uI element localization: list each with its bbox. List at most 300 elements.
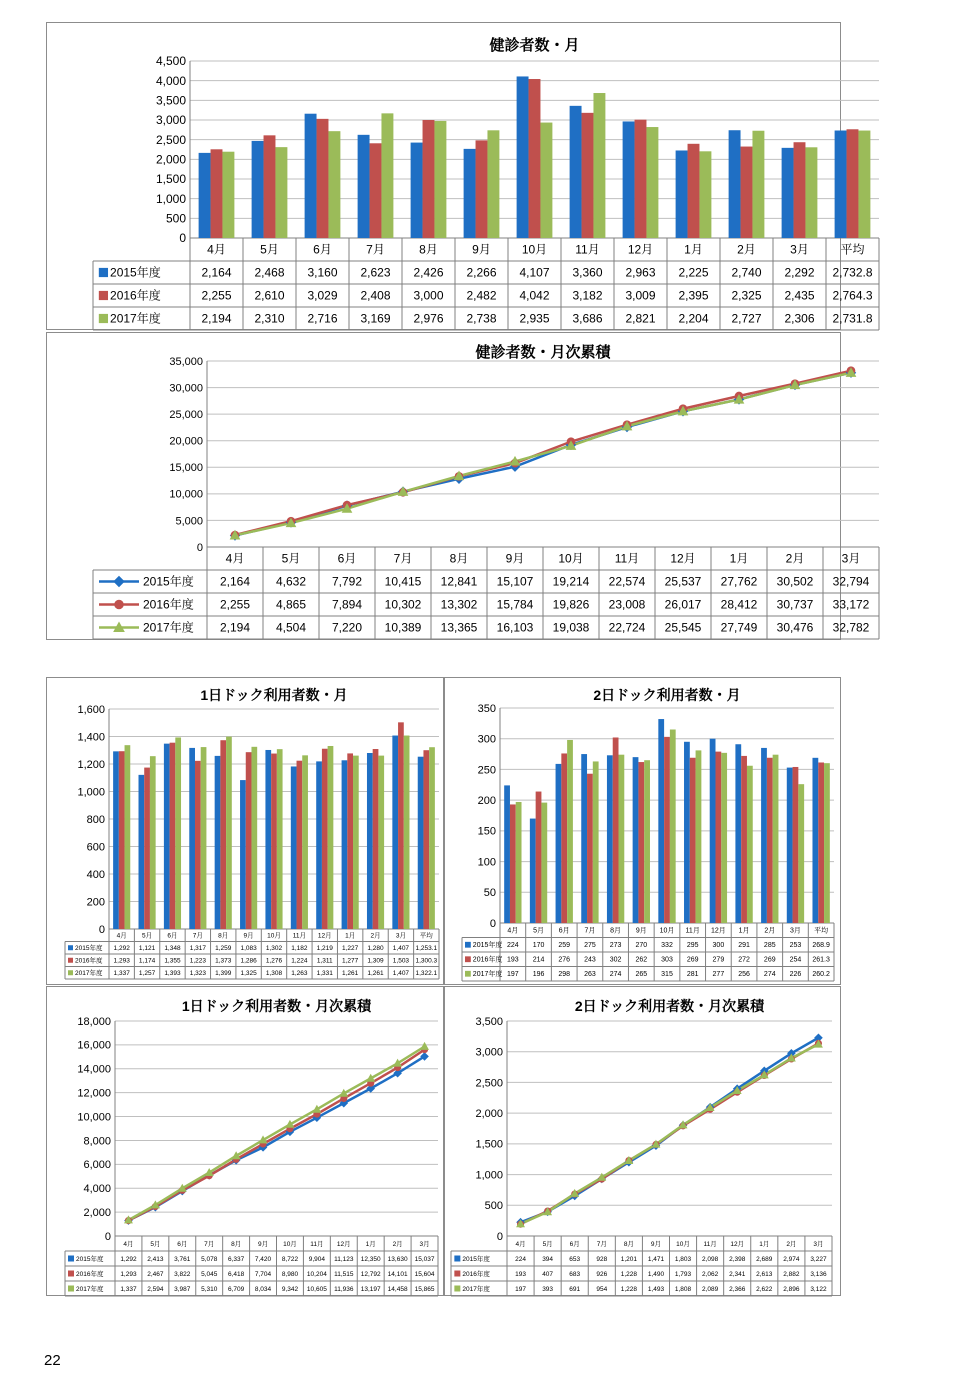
category-label: 4月 — [507, 927, 519, 935]
bar-2015年度-4月 — [199, 153, 211, 238]
legend-marker-2015年度 — [114, 577, 124, 587]
chart-panel-1day-dock-cumulative — [46, 986, 444, 1296]
bar-2017年度-8月 — [226, 737, 232, 929]
table-cell: 2,255 — [201, 288, 232, 303]
legend-key-2015年度 — [99, 268, 108, 277]
chart-panel-checkups-cumulative — [46, 332, 870, 640]
category-label: 平均 — [814, 927, 829, 935]
table-cell: 2,974 — [783, 1255, 800, 1263]
bar-2015年度-7月 — [189, 748, 195, 929]
bar-2015年度-1月 — [735, 744, 741, 923]
table-cell: 394 — [542, 1255, 554, 1263]
legend-key-2015年度 — [68, 945, 73, 950]
table-cell: 28,412 — [720, 597, 758, 612]
y-tick-label: 150 — [477, 825, 496, 838]
table-cell: 2,194 — [201, 311, 232, 326]
chart-title: 2日ドック利用者数・月 — [593, 687, 741, 703]
chart-title: 1日ドック利用者数・月 — [200, 687, 348, 703]
table-cell: 277 — [712, 971, 725, 979]
table-cell: 6,709 — [227, 1285, 245, 1293]
table-cell: 268.9 — [812, 942, 830, 950]
category-label: 3月 — [395, 932, 406, 940]
chart-title: 健診者数・月次累積 — [475, 344, 611, 361]
category-label: 6月 — [337, 551, 357, 566]
table-cell: 14,458 — [387, 1285, 408, 1293]
table-cell: 13,630 — [387, 1255, 408, 1263]
y-tick-label: 4,000 — [155, 73, 186, 88]
category-label: 8月 — [449, 551, 469, 566]
y-tick-label: 100 — [477, 856, 496, 869]
bar-2016年度-9月 — [246, 752, 252, 929]
table-cell: 10,302 — [384, 597, 422, 612]
legend-label: 2015年度 — [75, 945, 103, 953]
table-cell: 269 — [686, 956, 699, 964]
category-label: 8月 — [610, 927, 622, 935]
table-cell: 1,348 — [164, 945, 181, 953]
category-label: 8月 — [218, 932, 229, 940]
bar-2017年度-7月 — [593, 761, 599, 923]
bar-2015年度-平均 — [418, 757, 424, 929]
legend-label: 2017年度 — [472, 971, 503, 979]
bar-2015年度-3月 — [392, 736, 398, 929]
y-tick-label: 2,500 — [155, 132, 186, 147]
table-cell: 2,435 — [784, 288, 815, 303]
bar-2017年度-平均 — [429, 747, 435, 929]
category-label: 6月 — [167, 932, 178, 940]
bar-2015年度-11月 — [570, 106, 582, 238]
table-cell: 1,286 — [240, 957, 257, 965]
table-cell: 15,037 — [414, 1255, 435, 1263]
bar-2017年度-4月 — [516, 802, 522, 923]
y-tick-label: 14,000 — [77, 1063, 111, 1076]
table-cell: 2,089 — [701, 1285, 719, 1293]
bar-2016年度-10月 — [271, 754, 277, 929]
category-label: 7月 — [204, 1240, 215, 1248]
bar-2016年度-8月 — [423, 120, 435, 238]
table-cell: 2,882 — [783, 1270, 800, 1278]
table-cell: 7,792 — [331, 574, 363, 589]
bar-2015年度-11月 — [684, 742, 690, 923]
legend-label: 2015年度 — [143, 574, 194, 589]
category-label: 平均 — [419, 932, 433, 940]
table-cell: 1,219 — [316, 945, 333, 953]
table-cell: 6,337 — [227, 1255, 245, 1263]
y-tick-label: 300 — [477, 733, 496, 746]
y-tick-label: 0 — [196, 541, 203, 554]
category-label: 3月 — [813, 1240, 824, 1248]
y-tick-label: 3,000 — [155, 113, 186, 128]
table-cell: 196 — [532, 971, 545, 979]
bar-2017年度-平均 — [858, 131, 870, 238]
chart-panel-2day-dock-cumulative — [444, 986, 841, 1296]
y-tick-label: 3,500 — [155, 93, 186, 108]
category-label: 5月 — [542, 1240, 553, 1248]
category-label: 4月 — [116, 932, 127, 940]
bar-2015年度-5月 — [530, 819, 536, 923]
y-tick-label: 1,000 — [77, 786, 105, 799]
series-line-2015年度 — [521, 1038, 819, 1222]
y-tick-label: 10,000 — [169, 488, 203, 501]
chart-checkups-cumulative — [47, 333, 870, 639]
legend-key-2017年度 — [454, 1286, 460, 1292]
table-cell: 2,306 — [784, 311, 815, 326]
category-label: 3月 — [790, 242, 809, 257]
table-cell: 2,594 — [147, 1285, 164, 1293]
table-cell: 25,545 — [664, 620, 702, 635]
bar-2017年度-8月 — [434, 121, 446, 238]
table-cell: 1,337 — [120, 1285, 137, 1293]
table-cell: 243 — [584, 956, 596, 964]
bar-2015年度-3月 — [782, 148, 794, 238]
table-cell: 1,121 — [138, 945, 156, 953]
y-tick-label: 1,600 — [77, 703, 105, 716]
table-cell: 1,302 — [265, 945, 283, 953]
y-tick-label: 10,000 — [77, 1111, 111, 1124]
legend-key-2015年度 — [454, 1256, 460, 1262]
category-label: 6月 — [558, 927, 570, 935]
bar-2017年度-2月 — [378, 756, 384, 929]
table-cell: 653 — [569, 1255, 581, 1263]
y-tick-label: 1,500 — [475, 1138, 503, 1151]
table-cell: 1,259 — [215, 945, 232, 953]
bar-2015年度-12月 — [623, 121, 635, 238]
table-cell: 1,323 — [189, 970, 206, 978]
bar-2017年度-6月 — [567, 740, 573, 923]
table-cell: 2,194 — [219, 620, 251, 635]
table-cell: 30,476 — [776, 620, 814, 635]
table-cell: 1,280 — [367, 945, 384, 953]
bar-2017年度-2月 — [773, 755, 779, 923]
table-cell: 197 — [515, 1285, 526, 1293]
bar-2015年度-12月 — [316, 761, 322, 929]
table-cell: 1,322.1 — [415, 970, 438, 978]
category-label: 4月 — [207, 242, 226, 257]
table-cell: 1,337 — [113, 970, 130, 978]
legend-key-2017年度 — [68, 970, 73, 975]
y-tick-label: 2,000 — [475, 1107, 503, 1120]
legend-marker-2016年度 — [115, 600, 124, 609]
category-label: 9月 — [472, 242, 491, 257]
y-tick-label: 35,000 — [169, 355, 203, 368]
bar-2016年度-12月 — [635, 120, 647, 238]
bar-2016年度-11月 — [690, 758, 696, 923]
table-cell: 3,122 — [810, 1285, 827, 1293]
bar-2017年度-1月 — [353, 756, 359, 929]
bar-2016年度-9月 — [638, 762, 644, 923]
category-label: 7月 — [584, 927, 596, 935]
bar-2017年度-7月 — [381, 113, 393, 238]
table-cell: 295 — [686, 942, 699, 950]
table-cell: 1,393 — [164, 970, 181, 978]
bar-2017年度-12月 — [721, 753, 727, 923]
y-tick-label: 250 — [477, 764, 496, 777]
bar-2015年度-2月 — [729, 130, 741, 238]
category-label: 3月 — [790, 927, 801, 935]
table-cell: 19,038 — [552, 620, 590, 635]
bar-2016年度-1月 — [741, 756, 747, 923]
chart-checkups-monthly — [47, 23, 873, 329]
table-cell: 2,310 — [254, 311, 285, 326]
table-cell: 193 — [507, 956, 519, 964]
bar-2015年度-7月 — [358, 135, 370, 238]
table-cell: 302 — [609, 956, 622, 964]
table-cell: 1,493 — [647, 1285, 665, 1293]
table-cell: 12,350 — [360, 1255, 381, 1263]
y-tick-label: 50 — [483, 887, 496, 900]
table-cell: 3,000 — [413, 288, 444, 303]
bar-2016年度-2月 — [373, 749, 379, 929]
bar-2016年度-3月 — [398, 722, 404, 929]
y-tick-label: 800 — [86, 813, 105, 826]
table-cell: 1,407 — [392, 970, 410, 978]
y-tick-label: 0 — [179, 231, 186, 246]
legend-key-2015年度 — [68, 1256, 74, 1262]
table-cell: 291 — [738, 942, 750, 950]
bar-2016年度-1月 — [688, 144, 700, 238]
table-cell: 12,792 — [360, 1270, 381, 1278]
table-cell: 193 — [515, 1270, 526, 1278]
bar-2017年度-9月 — [251, 747, 257, 929]
category-label: 11月 — [614, 551, 640, 566]
y-tick-label: 0 — [104, 1230, 111, 1243]
bar-2017年度-5月 — [541, 803, 547, 923]
table-cell: 214 — [532, 956, 545, 964]
bar-2015年度-4月 — [113, 751, 119, 929]
table-cell: 3,136 — [810, 1270, 827, 1278]
table-cell: 226 — [789, 971, 802, 979]
category-label: 11月 — [685, 927, 700, 935]
table-cell: 269 — [763, 956, 776, 964]
bar-2015年度-6月 — [305, 114, 317, 238]
table-cell: 1,331 — [316, 970, 333, 978]
category-label: 5月 — [533, 927, 544, 935]
category-label: 4月 — [225, 551, 245, 566]
table-cell: 254 — [789, 956, 802, 964]
table-cell: 954 — [596, 1285, 608, 1293]
legend-label: 2017年度 — [143, 620, 194, 635]
table-cell: 2,398 — [729, 1255, 746, 1263]
table-cell: 3,360 — [572, 265, 603, 280]
bar-2017年度-10月 — [670, 730, 676, 924]
bar-2016年度-12月 — [715, 752, 721, 923]
category-label: 9月 — [257, 1240, 269, 1248]
bar-2015年度-10月 — [658, 719, 664, 923]
y-tick-label: 3,500 — [475, 1015, 503, 1028]
table-cell: 2,963 — [625, 265, 656, 280]
bar-2015年度-7月 — [581, 754, 587, 923]
category-label: 3月 — [419, 1240, 430, 1248]
table-cell: 332 — [661, 942, 673, 950]
table-cell: 3,987 — [174, 1285, 191, 1293]
table-cell: 2,164 — [201, 265, 232, 280]
category-label: 6月 — [313, 242, 332, 257]
table-cell: 256 — [738, 971, 750, 979]
table-cell: 1,228 — [620, 1285, 638, 1293]
table-cell: 26,017 — [664, 597, 702, 612]
table-cell: 2,366 — [729, 1285, 746, 1293]
legend-label: 2016年度 — [76, 1270, 104, 1278]
bar-2016年度-3月 — [794, 142, 806, 238]
y-tick-label: 1,400 — [77, 731, 105, 744]
table-cell: 393 — [542, 1285, 554, 1293]
table-cell: 16,103 — [496, 620, 534, 635]
bar-2015年度-10月 — [517, 76, 529, 238]
table-cell: 5,045 — [201, 1270, 218, 1278]
table-cell: 1,803 — [674, 1255, 692, 1263]
table-cell: 300 — [712, 942, 725, 950]
y-tick-label: 16,000 — [77, 1039, 111, 1052]
table-cell: 274 — [763, 971, 776, 979]
table-cell: 15,865 — [414, 1285, 435, 1293]
category-label: 10月 — [558, 551, 584, 566]
table-cell: 3,761 — [174, 1255, 191, 1263]
table-cell: 1,174 — [138, 957, 156, 965]
bar-2016年度-平均 — [818, 762, 824, 923]
y-tick-label: 200 — [477, 794, 496, 807]
table-cell: 224 — [507, 942, 519, 950]
y-tick-label: 500 — [165, 211, 186, 226]
bar-2016年度-5月 — [144, 768, 150, 929]
table-cell: 2,716 — [307, 311, 338, 326]
bar-2017年度-10月 — [540, 123, 552, 238]
y-tick-label: 4,000 — [83, 1183, 111, 1196]
table-cell: 13,302 — [440, 597, 478, 612]
category-label: 1月 — [365, 1240, 376, 1248]
bar-2015年度-平均 — [812, 758, 818, 923]
bar-2017年度-11月 — [593, 93, 605, 238]
category-label: 10月 — [521, 242, 548, 257]
legend-key-2016年度 — [465, 956, 471, 962]
bar-2015年度-9月 — [240, 780, 246, 929]
table-cell: 10,204 — [306, 1270, 327, 1278]
table-cell: 5,078 — [201, 1255, 218, 1263]
table-cell: 2,689 — [756, 1255, 773, 1263]
table-cell: 3,009 — [625, 288, 656, 303]
table-cell: 13,197 — [360, 1285, 381, 1293]
table-cell: 260.2 — [812, 971, 830, 979]
bar-2017年度-平均 — [824, 763, 830, 923]
table-cell: 224 — [515, 1255, 526, 1263]
bar-2017年度-8月 — [619, 755, 625, 923]
table-cell: 27,762 — [720, 574, 758, 589]
table-cell: 4,042 — [519, 288, 550, 303]
bar-2016年度-7月 — [587, 774, 593, 923]
table-cell: 1,292 — [120, 1255, 137, 1263]
category-label: 3月 — [841, 551, 861, 566]
table-cell: 6,418 — [227, 1270, 245, 1278]
bar-2016年度-2月 — [767, 758, 773, 923]
legend-label: 2017年度 — [462, 1285, 490, 1293]
category-label: 7月 — [393, 551, 413, 566]
table-cell: 11,123 — [334, 1255, 354, 1263]
table-cell: 3,227 — [810, 1255, 827, 1263]
bar-2016年度-5月 — [264, 135, 276, 238]
table-cell: 1,407 — [392, 945, 410, 953]
bar-2016年度-8月 — [220, 740, 226, 929]
table-cell: 8,722 — [281, 1255, 299, 1263]
bar-2017年度-6月 — [328, 131, 340, 238]
chart-panel-checkups-monthly — [46, 22, 873, 330]
table-cell: 407 — [542, 1270, 554, 1278]
chart-panel-1day-dock-monthly — [46, 677, 444, 985]
bar-2017年度-5月 — [150, 756, 156, 929]
table-cell: 926 — [596, 1270, 608, 1278]
series-line-2017年度 — [128, 1047, 424, 1221]
category-label: 11月 — [292, 932, 307, 940]
y-tick-label: 200 — [86, 896, 105, 909]
table-cell: 2,935 — [519, 311, 550, 326]
table-cell: 19,826 — [552, 597, 590, 612]
table-cell: 9,342 — [281, 1285, 299, 1293]
table-cell: 1,325 — [240, 970, 257, 978]
table-cell: 261.3 — [812, 956, 830, 964]
table-cell: 3,029 — [307, 288, 338, 303]
legend-label: 2016年度 — [75, 957, 103, 965]
table-cell: 5,310 — [201, 1285, 218, 1293]
y-tick-label: 350 — [477, 702, 496, 715]
category-label: 4月 — [123, 1240, 134, 1248]
table-cell: 1,503 — [392, 957, 410, 965]
bar-2015年度-3月 — [787, 768, 793, 923]
series-line-2017年度 — [521, 1044, 819, 1224]
y-tick-label: 400 — [86, 868, 105, 881]
legend-label: 2015年度 — [110, 265, 161, 280]
chart-title: 1日ドック利用者数・月次累積 — [181, 998, 372, 1014]
table-cell: 274 — [609, 971, 622, 979]
table-cell: 1,311 — [316, 957, 333, 965]
table-cell: 25,537 — [664, 574, 702, 589]
table-cell: 275 — [584, 942, 596, 950]
bar-2017年度-5月 — [275, 147, 287, 238]
bar-2015年度-8月 — [607, 755, 613, 923]
table-cell: 14,101 — [387, 1270, 408, 1278]
table-cell: 10,605 — [306, 1285, 327, 1293]
category-label: 1月 — [345, 932, 356, 940]
bar-2015年度-8月 — [215, 756, 221, 929]
table-cell: 928 — [596, 1255, 608, 1263]
table-cell: 1,227 — [342, 945, 359, 953]
category-label: 8月 — [231, 1240, 242, 1248]
bar-2016年度-4月 — [510, 804, 516, 923]
table-cell: 279 — [712, 956, 725, 964]
table-cell: 2,738 — [466, 311, 497, 326]
bar-2017年度-7月 — [201, 747, 207, 929]
table-cell: 1,253.1 — [415, 945, 438, 953]
table-cell: 281 — [686, 971, 699, 979]
y-tick-label: 20,000 — [169, 435, 203, 448]
category-label: 9月 — [635, 927, 647, 935]
category-label: 7月 — [192, 932, 203, 940]
table-cell: 2,732.8 — [832, 265, 873, 280]
y-tick-label: 4,500 — [155, 54, 186, 69]
table-cell: 3,169 — [360, 311, 391, 326]
y-tick-label: 1,200 — [77, 758, 105, 771]
chart-panel-2day-dock-monthly — [444, 677, 841, 985]
bar-2017年度-11月 — [302, 755, 308, 929]
category-label: 11月 — [703, 1240, 717, 1248]
category-label: 7月 — [596, 1240, 607, 1248]
table-cell: 11,515 — [334, 1270, 354, 1278]
legend-label: 2016年度 — [472, 956, 503, 964]
bar-2017年度-4月 — [125, 745, 131, 929]
y-tick-label: 2,000 — [155, 152, 186, 167]
table-cell: 15,784 — [496, 597, 534, 612]
y-tick-label: 600 — [86, 841, 105, 854]
table-cell: 7,220 — [331, 620, 363, 635]
table-cell: 263 — [584, 971, 596, 979]
table-cell: 2,413 — [147, 1255, 164, 1263]
chart-title: 2日ドック利用者数・月次累積 — [574, 998, 765, 1014]
